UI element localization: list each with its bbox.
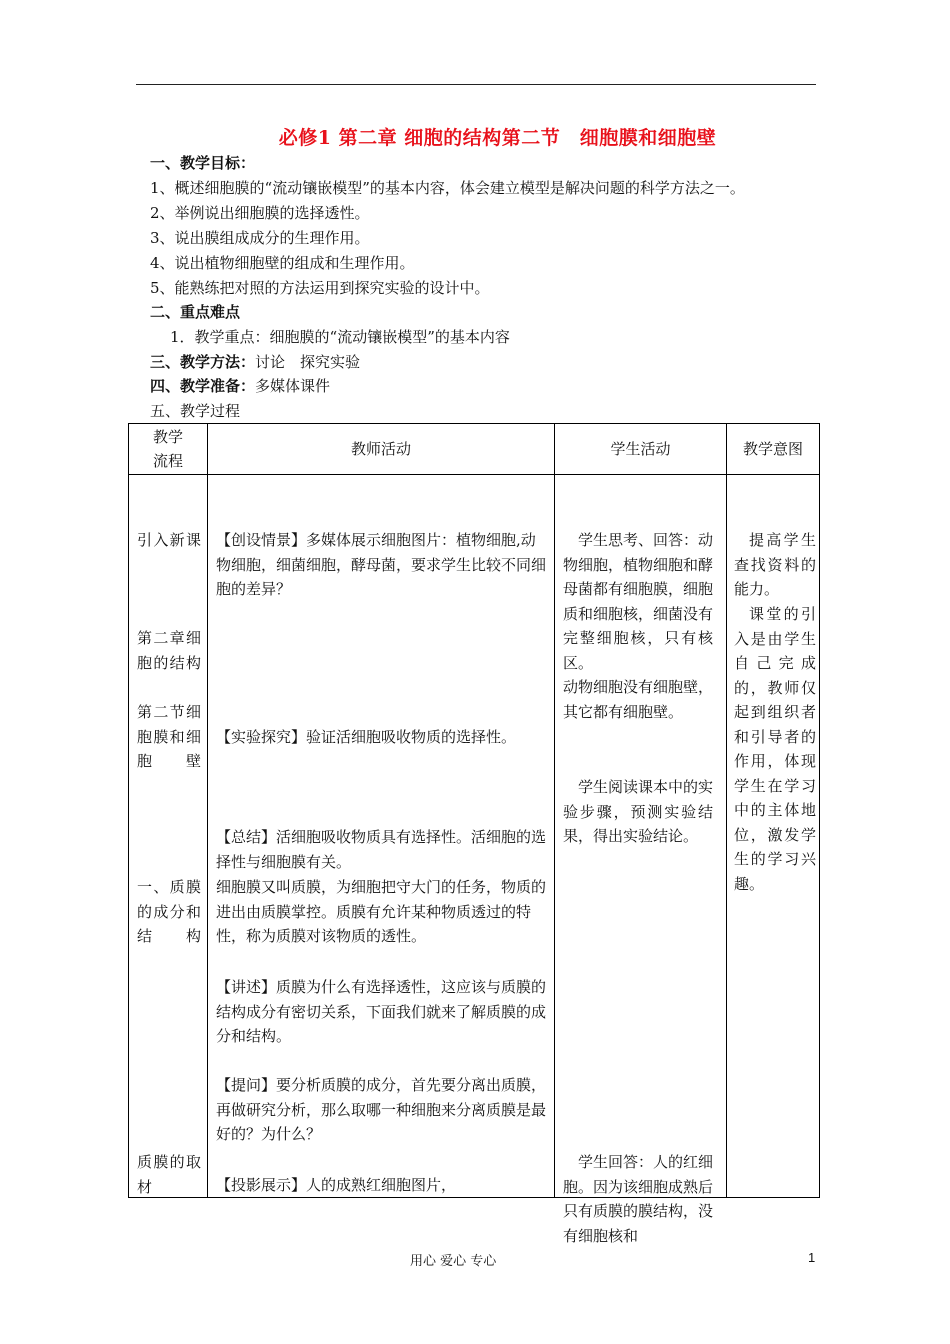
student-paragraph: 学生思考、回答：动物细胞，植物细胞和酵母菌都有细胞膜，细胞质和细胞核，细菌没有完整细胞核，只有核区。 [563, 531, 714, 672]
header-student: 学生活动 [555, 424, 727, 475]
goals-heading: 一、教学目标： [150, 154, 256, 172]
key-heading: 二、重点难点 [150, 303, 241, 321]
prep-line [150, 376, 330, 396]
teacher-paragraph: 【提问】要分析质膜的成分，首先要分离出质膜，再做研究分析，那么取哪一种细胞来分离质膜是最好的？为什么？ [216, 1076, 547, 1143]
process-heading: 五、教学过程 [150, 402, 241, 420]
intent-paragraph: 提高学生查找资料的能力。 [734, 531, 816, 598]
goal-item: 4、说出植物细胞壁的组成和生理作用。 [150, 254, 415, 272]
footer-motto: 用心 爱心 专心 [410, 1254, 497, 1269]
flow-item: 质膜的取材 [137, 1153, 201, 1196]
method-label: 三、教学方法： [150, 353, 256, 371]
student-paragraph: 学生回答：人的红细胞。因为该细胞成熟后只有质膜的膜结构，没有细胞核和 [563, 1153, 714, 1245]
flow-item: 一、质膜的成分和结构 [137, 878, 201, 945]
header-teacher: 教师活动 [208, 424, 555, 475]
document-title: 必修1 第二章 细胞的结构第二节 细胞膜和细胞壁 [278, 127, 717, 149]
teacher-paragraph: 细胞膜又叫质膜，为细胞把守大门的任务，物质的进出由质膜掌控。质膜有允许某种物质透过的特性，称为质膜对该物质的透性。 [216, 878, 547, 945]
table-header-row [129, 424, 820, 475]
goal-item: 1、概述细胞膜的“流动镶嵌模型”的基本内容，体会建立模型是解决问题的科学方法之一。 [150, 179, 745, 197]
intent-cell [727, 475, 820, 1198]
header-flow: 教学流程 [129, 424, 208, 475]
flow-cell [129, 475, 208, 1198]
goal-item: 5、能熟练把对照的方法运用到探究实验的设计中。 [150, 279, 490, 297]
header-rule [136, 84, 816, 85]
student-cell [555, 475, 727, 1245]
student-paragraph: 动物细胞没有细胞壁，其它都有细胞壁。 [563, 678, 714, 721]
goal-item: 3、说出膜组成成分的生理作用。 [150, 229, 370, 247]
teacher-paragraph: 【讲述】质膜为什么有选择透性，这应该与质膜的结构成分有密切关系，下面我们就来了解质膜的成分和结构。 [216, 978, 547, 1045]
teacher-paragraph: 【实验探究】验证活细胞吸收物质的选择性。 [216, 728, 517, 746]
student-paragraph: 学生阅读课本中的实验步骤，预测实验结果，得出实验结论。 [563, 778, 714, 845]
flow-item: 引入新课 [137, 531, 201, 549]
teacher-paragraph: 【创设情景】多媒体展示细胞图片：植物细胞,动物细胞，细菌细胞，酵母菌，要求学生比较不同细胞的差异？ [216, 531, 547, 598]
key-point: 1．教学重点：细胞膜的“流动镶嵌模型”的基本内容 [170, 328, 510, 346]
flow-item: 第二节细胞膜和细胞壁 [137, 703, 201, 770]
goal-item: 2、举例说出细胞膜的选择透性。 [150, 204, 370, 222]
flow-item: 第二章细胞的结构 [137, 629, 201, 672]
teacher-cell [208, 475, 555, 1198]
header-intent: 教学意图 [727, 424, 820, 475]
teacher-paragraph: 【投影展示】人的成熟红细胞图片， [216, 1176, 457, 1194]
teaching-process-table [128, 423, 820, 1245]
method-value: 讨论 探究实验 [255, 353, 361, 371]
prep-label: 四、教学准备： [150, 377, 256, 395]
page-number: 1 [808, 1250, 816, 1265]
intent-paragraph: 课堂的引入是由学生自己完成的，教师仅起到组织者和引导者的作用，体现学生在学习中的主体地位，激发学生的学习兴趣。 [734, 605, 816, 893]
method-line [150, 352, 360, 372]
table-row [129, 475, 820, 1198]
prep-value: 多媒体课件 [255, 377, 331, 395]
teacher-paragraph: 【总结】活细胞吸收物质具有选择性。活细胞的选择性与细胞膜有关。 [216, 828, 547, 871]
